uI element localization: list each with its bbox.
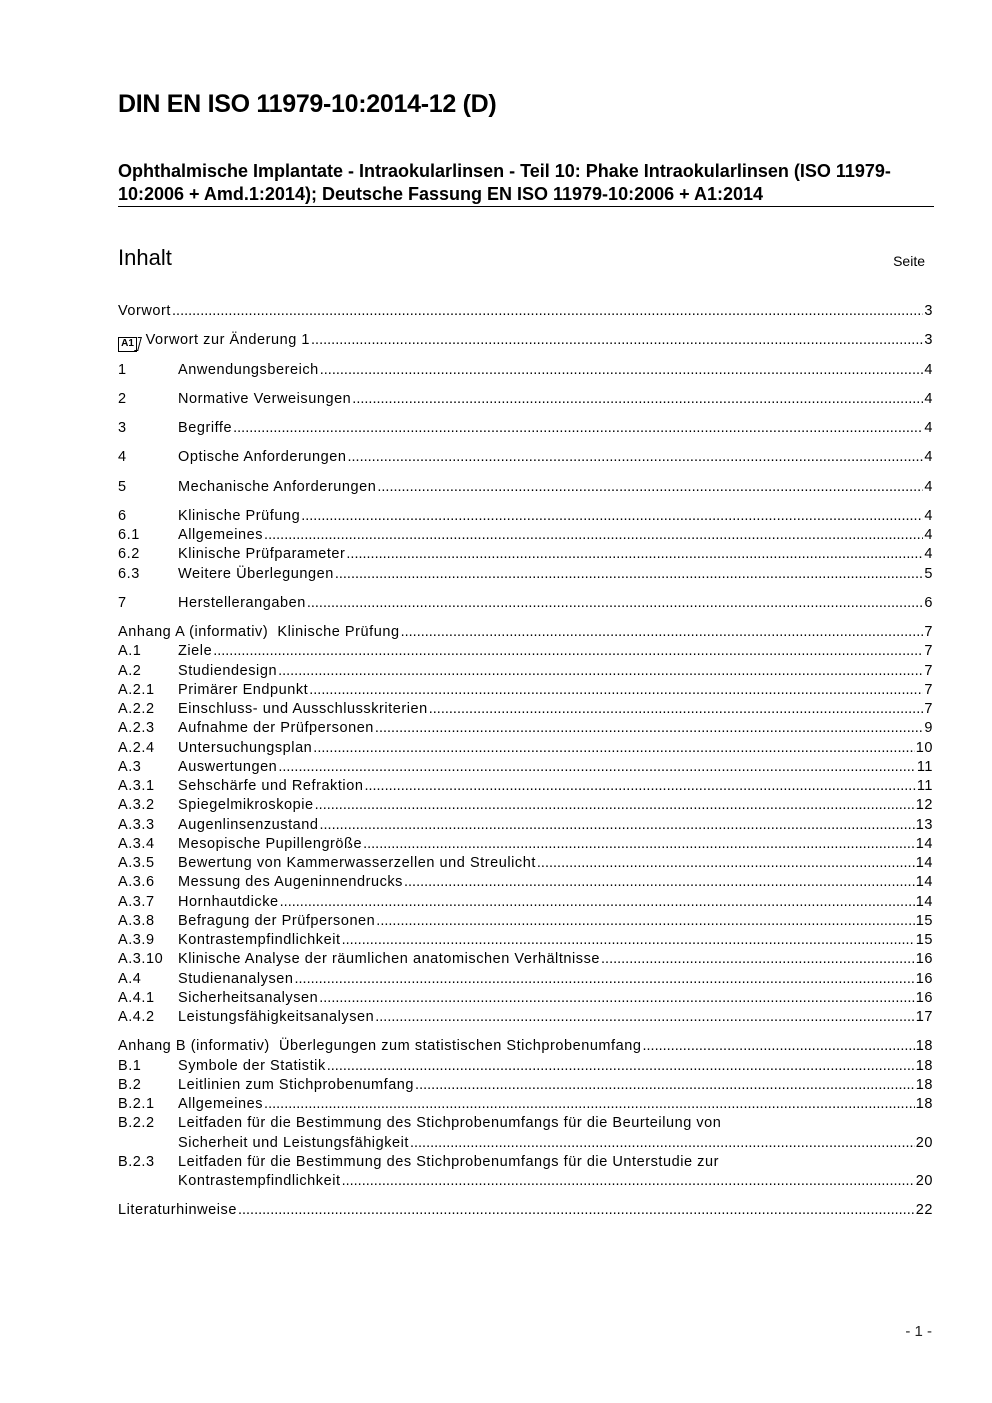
dot-leader [537, 854, 915, 873]
toc-entry-4[interactable] [118, 448, 933, 467]
toc-entry-title: Aufnahme der Prüfpersonen [178, 720, 374, 737]
toc-entry-number: A.3.10 [118, 951, 164, 968]
toc-entry-title-line1: Leitfaden für die Bestimmung des Stichprobenumfangs für die Beurteilung von [178, 1115, 722, 1132]
toc-entry-b-2-1[interactable] [118, 1095, 933, 1114]
dot-leader [342, 931, 915, 950]
toc-entry-page: 14 [915, 855, 933, 871]
toc-entry-page: 20 [915, 1134, 933, 1151]
toc-entry-number: 6.2 [118, 546, 140, 563]
dot-leader [375, 719, 923, 738]
toc-entry-title: Augenlinsenzustand [178, 816, 319, 833]
dot-leader [342, 1172, 915, 1191]
toc-entry-page: 18 [915, 1096, 933, 1112]
toc-entry-number: A.2.4 [118, 739, 155, 756]
document-title: DIN EN ISO 11979-10:2014-12 (D) [118, 90, 497, 118]
toc-entry-title: Befragung der Prüfpersonen [178, 912, 376, 929]
toc-entry-title: Allgemeines [178, 527, 264, 543]
toc-entry-number: 3 [118, 420, 127, 436]
toc-entry-a-3-1[interactable] [118, 777, 933, 796]
dot-leader [601, 950, 915, 969]
toc-entry-title: Messung des Augeninnendrucks [178, 874, 403, 891]
toc-entry-number: 6.3 [118, 565, 140, 582]
toc-entry-page: 11 [916, 758, 933, 775]
toc-entry-literatur[interactable] [118, 1201, 933, 1220]
toc-entry-vorwort[interactable] [118, 302, 933, 321]
toc-entry-title: Auswertungen [178, 758, 278, 775]
dot-leader [278, 758, 916, 777]
dot-leader [238, 1201, 915, 1220]
toc-entry-page: 4 [924, 546, 933, 563]
toc-entry-title: Klinische Prüfparameter [178, 546, 346, 563]
toc-entry-page: 14 [915, 874, 933, 891]
toc-entry-number: A.4.1 [118, 989, 155, 1006]
dot-leader [410, 1134, 915, 1153]
toc-entry-title: Mechanische Anforderungen [178, 478, 377, 495]
toc-entry-title: Allgemeines [178, 1096, 264, 1112]
toc-entry-title: Hornhautdicke [178, 893, 279, 910]
toc-entry-title: Mesopische Pupillengröße [178, 835, 363, 852]
dot-leader [642, 1037, 914, 1056]
toc-heading: Inhalt [118, 245, 172, 270]
toc-entry-1[interactable] [118, 361, 933, 380]
toc-entry-number: A.3 [118, 758, 142, 775]
dot-leader [280, 893, 915, 912]
toc-entry-title: Weitere Überlegungen [178, 565, 334, 582]
toc-entry-page: 9 [924, 720, 933, 737]
toc-entry-a-2-1[interactable] [118, 681, 933, 700]
amendment-marker-icon: A1 [118, 337, 137, 352]
toc-entry-title: Überlegungen zum statistischen Stichprobenumfang [278, 1038, 642, 1055]
toc-entry-title: Klinische Prüfung [277, 624, 400, 640]
toc-entry-title: Untersuchungsplan [178, 739, 313, 756]
toc-entry-page: 7 [924, 701, 933, 717]
toc-entry-6[interactable] [118, 507, 933, 526]
toc-entry-title: Symbole der Statistik [178, 1057, 326, 1074]
dot-leader [327, 1057, 915, 1076]
toc-entry-title: Bewertung von Kammerwasserzellen und Streulicht [178, 855, 536, 871]
toc-entry-number: A.2.3 [118, 720, 155, 737]
toc-entry-title: Studienanalysen [178, 970, 294, 987]
annex-prefix: Anhang A [118, 624, 185, 640]
dot-leader [319, 989, 915, 1008]
dot-leader [172, 302, 923, 321]
toc-entry-page: 7 [924, 662, 933, 679]
dot-leader [346, 545, 923, 564]
toc-entry-title: Anwendungsbereich [178, 361, 319, 378]
dot-leader [348, 448, 924, 467]
annex-note: (informativ) [189, 624, 269, 640]
toc-entry-5[interactable] [118, 478, 933, 497]
dot-leader [313, 739, 914, 758]
dot-leader [376, 912, 914, 931]
toc-entry-page: 6 [924, 594, 933, 611]
page-number: - 1 - [905, 1323, 932, 1340]
toc-entry-number: B.1 [118, 1057, 142, 1074]
toc-entry-title: Kontrastempfindlichkeit [178, 932, 341, 948]
toc-entry-title-line2: Kontrastempfindlichkeit [178, 1173, 341, 1189]
toc-entry-a-4-1[interactable] [118, 989, 933, 1008]
toc-entry-a-3-9[interactable] [118, 931, 933, 950]
toc-entry-number: 5 [118, 478, 127, 495]
toc-entry-page: 11 [916, 778, 933, 794]
toc-entry-b-2-2[interactable] [118, 1114, 933, 1153]
toc-entry-title: Primärer Endpunkt [178, 681, 309, 698]
toc-entry-a-4-2[interactable] [118, 1008, 933, 1027]
toc-entry-page: 4 [924, 420, 933, 436]
toc-entry-a-2-3[interactable] [118, 719, 933, 738]
annex-note: (informativ) [190, 1038, 270, 1055]
dot-leader [404, 873, 915, 892]
toc-entry-title: Optische Anforderungen [178, 449, 347, 466]
dot-leader [320, 361, 924, 380]
dot-leader [352, 390, 923, 409]
dot-leader [264, 1095, 915, 1114]
toc-entry-title: Vorwort zur Änderung 1 [145, 332, 311, 349]
toc-entry-a-3-6[interactable] [118, 873, 933, 892]
toc-entry-title: Studiendesign [178, 662, 278, 679]
toc-entry-a-3-4[interactable] [118, 835, 933, 854]
toc-entry-6-2[interactable] [118, 545, 933, 564]
toc-entry-annex-a[interactable] [118, 623, 933, 642]
dot-leader [401, 623, 924, 642]
dot-leader [233, 419, 923, 438]
dot-leader [377, 478, 923, 497]
toc-entry-b-2[interactable] [118, 1076, 933, 1095]
dot-leader [335, 565, 924, 584]
toc-entry-title: Einschluss- und Ausschlusskriterien [178, 701, 428, 717]
toc-entry-a-3-5[interactable] [118, 854, 933, 873]
document-subtitle: Ophthalmische Implantate - Intraokularlinsen - Teil 10: Phake Intraokularlinsen (ISO 11979-10:2006 + Amd.1:2014); Deutsche Fassung EN ISO 11979-10:2006 + A1:2014 [118, 161, 891, 204]
toc-entry-a-3-2[interactable] [118, 796, 933, 815]
toc-entry-page: 4 [924, 390, 933, 407]
toc-entry-page: 18 [915, 1038, 933, 1055]
dot-leader [213, 642, 923, 661]
toc-entry-page: 18 [915, 1057, 933, 1074]
toc-entry-title: Klinische Analyse der räumlichen anatomischen Verhältnisse [178, 951, 601, 968]
toc-entry-page: 12 [915, 797, 933, 814]
toc-entry-page: 13 [915, 816, 933, 833]
dot-leader [315, 796, 915, 815]
toc-entry-number: B.2 [118, 1076, 142, 1093]
page-column-label: Seite [893, 253, 925, 269]
toc-entry-title: Sicherheitsanalysen [178, 989, 319, 1006]
toc-entry-title: Klinische Prüfung [178, 507, 301, 524]
toc-entry-page: 15 [915, 912, 933, 929]
toc-entry-title: Vorwort [118, 303, 172, 319]
toc-entry-title: Herstellerangaben [178, 594, 306, 611]
toc-entry-title: Normative Verweisungen [178, 390, 352, 407]
toc-entry-number: A.2 [118, 662, 142, 679]
toc-entry-2[interactable] [118, 390, 933, 409]
toc-entry-number: A.3.5 [118, 855, 155, 871]
toc-entry-number: A.2.2 [118, 701, 155, 717]
toc-entry-title: Spiegelmikroskopie [178, 797, 314, 814]
toc-entry-title: Begriffe [178, 420, 233, 436]
toc-entry-number: A.3.2 [118, 797, 155, 814]
toc-entry-page: 16 [915, 970, 933, 987]
toc-entry-page: 17 [915, 1009, 933, 1025]
toc-entry-number: A.1 [118, 643, 142, 660]
toc-entry-number: A.3.4 [118, 835, 155, 852]
toc-entry-page: 14 [915, 835, 933, 852]
dot-leader [364, 777, 915, 796]
dot-leader [309, 681, 923, 700]
dot-leader [278, 662, 923, 681]
toc-entry-a-2-2[interactable] [118, 700, 933, 719]
toc-entry-number: A.3.7 [118, 893, 155, 910]
toc-entry-page: 5 [924, 565, 933, 582]
toc-entry-number: A.3.6 [118, 874, 155, 891]
toc-entry-number: 2 [118, 390, 127, 407]
toc-entry-page: 16 [915, 951, 933, 968]
dot-leader [294, 970, 914, 989]
toc-entry-page: 4 [924, 478, 933, 495]
toc-entry-number: A.3.1 [118, 778, 155, 794]
toc-entry-6-1[interactable] [118, 526, 933, 545]
dot-leader [307, 594, 924, 613]
toc-entry-number: B.2.1 [118, 1096, 155, 1112]
toc-entry-vorwort-amendment[interactable] [118, 331, 933, 350]
dot-leader [415, 1076, 915, 1095]
toc-entry-a-4[interactable] [118, 970, 933, 989]
toc-entry-page: 18 [915, 1076, 933, 1093]
toc-entry-6-3[interactable] [118, 565, 933, 584]
toc-entry-number: 1 [118, 361, 127, 378]
toc-entry-page: 10 [915, 739, 933, 756]
title-rule [118, 206, 934, 207]
dot-leader [320, 816, 915, 835]
toc-entry-7[interactable] [118, 594, 933, 613]
toc-entry-title-line2: Sicherheit und Leistungsfähigkeit [178, 1134, 409, 1151]
toc-entry-number: 6.1 [118, 527, 140, 543]
toc-entry-page: 14 [915, 893, 933, 910]
toc-entry-number: A.3.3 [118, 816, 155, 833]
toc-entry-number: A.3.8 [118, 912, 155, 929]
dot-leader [429, 700, 924, 719]
toc-entry-a-3-3[interactable] [118, 816, 933, 835]
toc-entry-page: 20 [915, 1173, 933, 1189]
toc-entry-b-2-3[interactable] [118, 1153, 933, 1192]
dot-leader [363, 835, 915, 854]
toc-entry-a-3[interactable] [118, 758, 933, 777]
toc-entry-title: Literaturhinweise [118, 1202, 237, 1219]
toc-entry-title: Leistungsfähigkeitsanalysen [178, 1009, 375, 1025]
toc-entry-page: 4 [924, 361, 933, 378]
toc-entry-number: B.2.2 [118, 1115, 155, 1132]
toc-entry-number: 6 [118, 507, 127, 524]
annex-prefix: Anhang B [118, 1038, 187, 1055]
toc-entry-page: 22 [915, 1202, 933, 1219]
toc-entry-a-2[interactable] [118, 662, 933, 681]
toc-entry-page: 4 [924, 527, 933, 543]
toc-entry-page: 3 [924, 332, 933, 349]
toc-entry-number: A.4.2 [118, 1009, 155, 1025]
toc-entry-number: A.3.9 [118, 932, 155, 948]
toc-entry-a-3-10[interactable] [118, 950, 933, 969]
toc-entry-page: 7 [924, 643, 933, 660]
toc-entry-title: Leitlinien zum Stichprobenumfang [178, 1076, 415, 1093]
dot-leader [311, 331, 923, 350]
toc-entry-a-2-4[interactable] [118, 739, 933, 758]
toc-entry-3[interactable] [118, 419, 933, 438]
toc-entry-a-3-8[interactable] [118, 912, 933, 931]
table-of-contents [118, 302, 933, 1221]
toc-entry-page: 7 [924, 681, 933, 698]
toc-entry-a-1[interactable] [118, 642, 933, 661]
toc-entry-page: 3 [924, 303, 933, 319]
toc-entry-title: Sehschärfe und Refraktion [178, 778, 364, 794]
toc-entry-number: 7 [118, 594, 127, 611]
toc-entry-page: 15 [915, 932, 933, 948]
toc-entry-page: 7 [924, 624, 933, 640]
toc-entry-number: A.4 [118, 970, 142, 987]
toc-entry-b-1[interactable] [118, 1057, 933, 1076]
toc-entry-a-3-7[interactable] [118, 893, 933, 912]
dot-leader [264, 526, 923, 545]
toc-entry-page: 16 [915, 989, 933, 1006]
toc-entry-number: B.2.3 [118, 1153, 155, 1170]
toc-entry-page: 4 [924, 507, 933, 524]
toc-entry-number: 4 [118, 449, 127, 466]
toc-entry-number: A.2.1 [118, 681, 155, 698]
dot-leader [301, 507, 923, 526]
toc-entry-annex-b[interactable] [118, 1037, 933, 1056]
toc-entry-page: 4 [924, 449, 933, 466]
toc-entry-title-line1: Leitfaden für die Bestimmung des Stichprobenumfangs für die Unterstudie zur [178, 1153, 719, 1170]
dot-leader [375, 1008, 915, 1027]
toc-entry-title: Ziele [178, 643, 213, 660]
